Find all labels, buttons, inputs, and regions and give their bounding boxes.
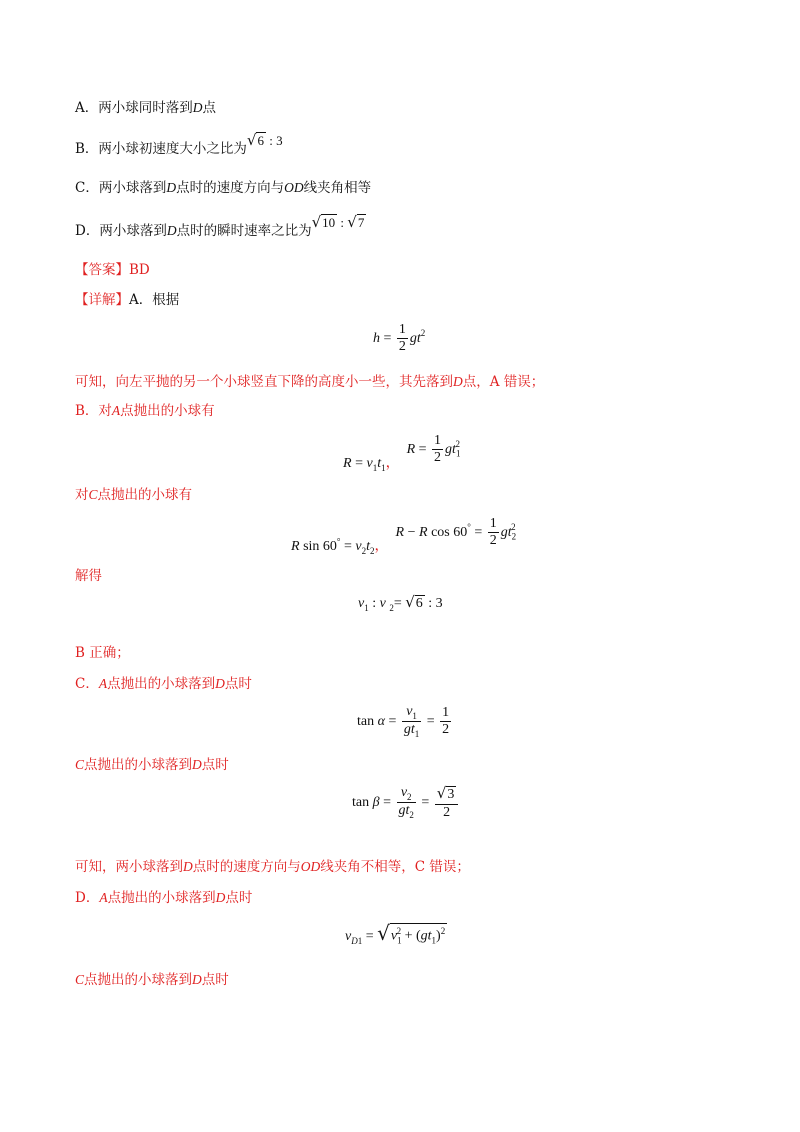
para-1-text: 可知，向左平抛的另一个小球竖直下降的高度小一些，其先落到 (75, 374, 453, 390)
para-10-text: 点抛出的小球落到 (84, 972, 193, 988)
answer-label: 【答案】 (75, 262, 129, 278)
para-2 (75, 404, 215, 419)
para-9-text: D． (75, 890, 100, 906)
para-8-text2: 点时的速度方向与 (192, 859, 301, 875)
option-a-suffix: 点 (202, 100, 216, 116)
option-a (75, 101, 216, 116)
para-9-text3: 点时 (225, 890, 253, 906)
para-3 (75, 488, 192, 503)
para-9 (75, 891, 252, 906)
equation-velocity-ratio: $v_1$ : v $_2$= √6 : 3 (358, 593, 443, 613)
equation-vd1: $v_{D1} = √v_1^2 + (gt_1)^2$ (345, 921, 446, 946)
equation-tan-beta: tan β = $\frac{v_2}{gt_2}$ = $\frac{√3}{2}$ (352, 785, 460, 821)
para-7-text2: 点时 (201, 757, 229, 773)
option-b-ratio: √6 : 3 (246, 131, 283, 149)
option-d-var: D (166, 223, 177, 238)
option-d-ratio: √10 : √7 (311, 213, 365, 231)
detail-line (75, 294, 179, 308)
para-9-var2: D (215, 890, 226, 905)
para-8-text: 可知，两小球落到 (75, 859, 183, 875)
option-c (75, 181, 371, 196)
para-1 (75, 375, 544, 390)
para-6-text2: 点抛出的小球落到 (107, 676, 216, 692)
option-d-suffix: 点时的瞬时速率之比为 (176, 223, 312, 239)
para-8-var2: OD (300, 859, 321, 874)
para-4 (75, 570, 102, 584)
option-c-mid: 点时的速度方向与 (176, 180, 285, 196)
para-7 (75, 758, 229, 773)
para-6-text: C． (75, 676, 99, 692)
option-d (75, 213, 366, 239)
equation-height: h = $\frac{1}{2}$ $gt^2$ (373, 322, 426, 355)
answer-value: BD (129, 262, 150, 278)
option-d-text: D．两小球落到 (75, 223, 167, 239)
para-3-text2: 点抛出的小球有 (97, 487, 193, 503)
para-1-var: D (453, 374, 463, 389)
detail-label: 【详解】 (75, 292, 129, 308)
para-4-text: 解得 (75, 568, 102, 584)
answer-line (75, 264, 150, 278)
option-c-suffix: 线夹角相等 (303, 180, 372, 196)
option-a-var: D (192, 100, 203, 115)
para-10 (75, 973, 229, 988)
para-5 (75, 647, 130, 661)
option-a-text: A．两小球同时落到 (75, 100, 193, 116)
equation-c-ball: R $\sin 60^\circ = v_2t_2$， R − R cos 60° = $\frac{1}{2}$ $gt_2^2$ (291, 516, 517, 556)
para-8-var1: D (183, 859, 193, 874)
para-8 (75, 860, 470, 875)
option-c-text: C．两小球落到 (75, 180, 167, 196)
para-10-var1: C (75, 972, 85, 987)
para-7-var1: C (75, 757, 85, 772)
para-1-text2: 点，A 错误； (462, 374, 545, 390)
para-6-var1: A (98, 676, 108, 691)
para-3-var: C (88, 487, 98, 502)
para-2-text: B．对 (75, 403, 112, 419)
para-6 (75, 677, 252, 692)
para-10-text2: 点时 (201, 972, 229, 988)
option-c-var2: OD (284, 180, 304, 195)
para-10-var2: D (192, 972, 202, 987)
para-6-text3: 点时 (224, 676, 252, 692)
para-7-var2: D (192, 757, 202, 772)
para-2-text2: 点抛出的小球有 (120, 403, 215, 419)
para-3-text: 对 (75, 487, 89, 503)
detail-text: A．根据 (129, 292, 180, 308)
para-8-text3: 线夹角不相等，C 错误； (320, 859, 470, 875)
para-9-var1: A (99, 890, 108, 905)
para-7-text: 点抛出的小球落到 (84, 757, 193, 773)
equation-tan-alpha: tan α = $\frac{v_1}{gt_1}$ = $\frac{1}{2}$ (357, 704, 450, 739)
para-9-text2: 点抛出的小球落到 (107, 890, 216, 906)
para-5-text: B 正确； (75, 645, 130, 661)
para-2-var: A (111, 403, 121, 418)
equation-a-ball: $R = v_1t_1$， R = $\frac{1}{2}$ $gt_1^2$ (343, 433, 461, 473)
option-c-var1: D (166, 180, 177, 195)
option-b (75, 131, 283, 157)
para-6-var2: D (215, 676, 225, 691)
option-b-text: B．两小球初速度大小之比为 (75, 141, 247, 157)
